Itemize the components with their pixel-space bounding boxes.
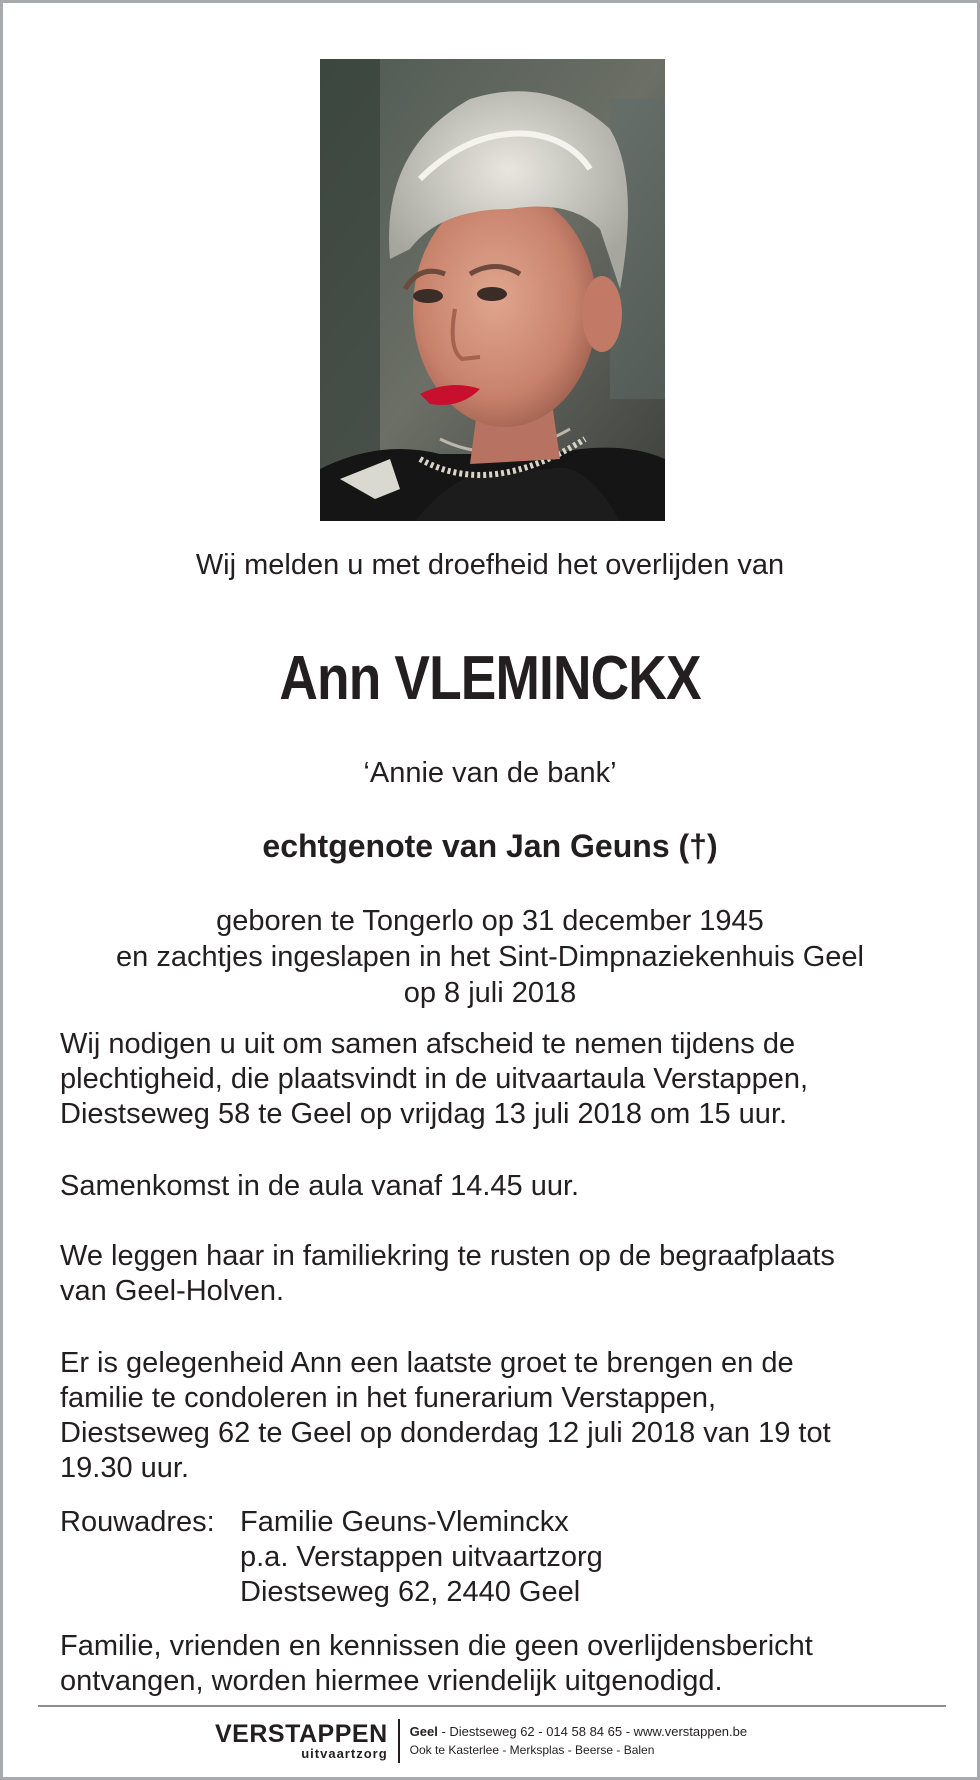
logo-separator [398,1719,400,1763]
mourning-address [60,1505,940,1610]
burial-paragraph [60,1239,940,1309]
viewing-line: Er is gelegenheid Ann een laatste groet te brengen en de [60,1347,794,1379]
ceremony-line: Wij nodigen u uit om samen afscheid te nemen tijdens de [60,1028,796,1060]
address-line: Familie Geuns-Vleminckx [240,1506,569,1538]
contact-details: - Diestseweg 62 - 014 58 84 65 - www.verstappen.be [437,1724,748,1739]
address-line: p.a. Verstappen uitvaartzorg [240,1541,603,1573]
contact-city: Geel [409,1724,438,1739]
deceased-name: Ann VLEMINCKX [279,644,701,713]
burial-line: van Geel-Holven. [60,1275,285,1307]
gathering-paragraph: Samenkomst in de aula vanaf 14.45 uur. [60,1170,580,1202]
portrait-photo [320,59,665,521]
footer-divider [38,1705,946,1707]
birth-death-details [3,903,977,1011]
contact-line [410,1723,747,1741]
address-line: Diestseweg 62, 2440 Geel [240,1576,581,1608]
passing-date-line: op 8 juli 2018 [403,977,577,1009]
brand-name: VERSTAPPEN [215,1720,388,1748]
spouse-line: echtgenote van Jan Geuns (†) [262,828,718,864]
closing-line: ontvangen, worden hiermee vriendelijk uitgenodigd. [60,1665,723,1697]
address-row [60,1505,940,1540]
viewing-line: 19.30 uur. [60,1452,189,1484]
ceremony-paragraph [60,1027,940,1132]
intro-text: Wij melden u met droefheid het overlijden van [195,549,785,581]
viewing-paragraph [60,1346,940,1486]
viewing-line: Diestseweg 62 te Geel op donderdag 12 juli 2018 van 19 tot [60,1417,831,1449]
birth-line: geboren te Tongerlo op 31 december 1945 [216,905,764,937]
footer [215,1713,747,1769]
branch-locations: Ook te Kasterlee - Merksplas - Beerse - Balen [409,1743,655,1757]
funeral-home-logo [215,1721,398,1761]
portrait-illustration [320,59,665,521]
brand-subtitle: uitvaartzorg [301,1746,388,1761]
closing-paragraph [60,1629,940,1699]
ceremony-line: plechtigheid, die plaatsvindt in de uitvaartaula Verstappen, [60,1063,809,1095]
nickname: ‘Annie van de bank’ [363,757,617,789]
closing-line: Familie, vrienden en kennissen die geen overlijdensbericht [60,1630,813,1662]
viewing-line: familie te condoleren in het funerarium Verstappen, [60,1382,717,1414]
burial-line: We leggen haar in familiekring te rusten op de begraafplaats [60,1240,835,1272]
address-label: Rouwadres: [60,1506,215,1538]
funeral-home-contact [410,1723,747,1759]
ceremony-line: Diestseweg 58 te Geel op vrijdag 13 juli 2018 om 15 uur. [60,1098,788,1130]
passing-line: en zachtjes ingeslapen in het Sint-Dimpnaziekenhuis Geel [116,941,864,973]
